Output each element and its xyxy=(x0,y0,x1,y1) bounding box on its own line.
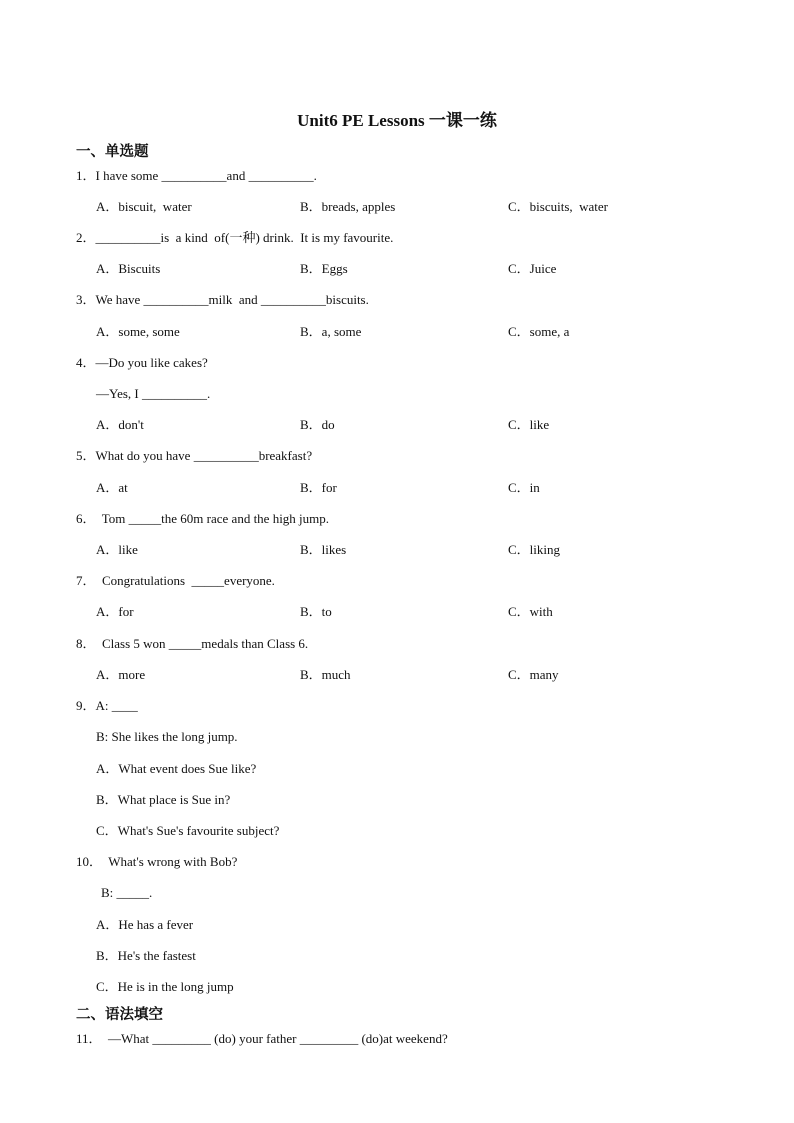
q1-option-c: C．biscuits, water xyxy=(508,199,609,214)
question-2: 2．__________is a kind of(一种) drink. It is my favourite. xyxy=(76,230,394,245)
q10-option-a: A．He has a fever xyxy=(96,917,194,932)
q3-option-b: B．a, some xyxy=(300,324,362,339)
q5-option-b: B．for xyxy=(300,480,337,495)
question-9-dialogue-line: B: She likes the long jump. xyxy=(96,729,238,744)
q5-option-a: A．at xyxy=(96,480,128,495)
question-7: 7． Congratulations _____everyone. xyxy=(76,573,275,588)
question-5: 5．What do you have __________breakfast? xyxy=(76,448,313,463)
q8-option-b: B．much xyxy=(300,667,351,682)
section-heading-grammar-fill: 二、语法填空 xyxy=(76,1007,163,1023)
question-6: 6． Tom _____the 60m race and the high jump. xyxy=(76,511,330,526)
q7-option-c: C．with xyxy=(508,604,553,619)
q2-option-c: C．Juice xyxy=(508,261,557,276)
question-8: 8． Class 5 won _____medals than Class 6. xyxy=(76,636,309,651)
q8-option-a: A．more xyxy=(96,667,146,682)
question-10-dialogue-line: B: _____. xyxy=(101,885,153,900)
page-title: Unit6 PE Lessons 一课一练 xyxy=(297,111,497,130)
question-4: 4．—Do you like cakes? xyxy=(76,355,208,370)
q6-option-a: A．like xyxy=(96,542,138,557)
question-9: 9．A: ____ xyxy=(76,698,138,713)
q5-option-c: C．in xyxy=(508,480,540,495)
q6-option-b: B．likes xyxy=(300,542,347,557)
q3-option-a: A．some, some xyxy=(96,324,180,339)
section-heading-single-choice: 一、单选题 xyxy=(76,144,149,160)
q7-option-b: B．to xyxy=(300,604,332,619)
q9-option-c: C．What's Sue's favourite subject? xyxy=(96,823,280,838)
q1-option-b: B．breads, apples xyxy=(300,199,396,214)
q2-option-b: B．Eggs xyxy=(300,261,348,276)
q8-option-c: C．many xyxy=(508,667,559,682)
q9-option-b: B．What place is Sue in? xyxy=(96,792,231,807)
q4-option-a: A．don't xyxy=(96,417,144,432)
question-3: 3．We have __________milk and __________biscuits. xyxy=(76,292,369,307)
q4-option-c: C．like xyxy=(508,417,550,432)
question-11: 11． —What _________ (do) your father _________ (do)at weekend? xyxy=(76,1031,448,1046)
q1-option-a: A．biscuit, water xyxy=(96,199,192,214)
q4-option-b: B．do xyxy=(300,417,335,432)
question-1: 1．I have some __________and __________. xyxy=(76,168,317,183)
q10-option-c: C．He is in the long jump xyxy=(96,979,234,994)
q10-option-b: B．He's the fastest xyxy=(96,948,196,963)
q6-option-c: C．liking xyxy=(508,542,561,557)
q3-option-c: C．some, a xyxy=(508,324,570,339)
question-4-answer-line: —Yes, I __________. xyxy=(96,386,211,401)
q2-option-a: A．Biscuits xyxy=(96,261,161,276)
q7-option-a: A．for xyxy=(96,604,134,619)
question-10: 10． What's wrong with Bob? xyxy=(76,854,238,869)
q9-option-a: A．What event does Sue like? xyxy=(96,761,257,776)
